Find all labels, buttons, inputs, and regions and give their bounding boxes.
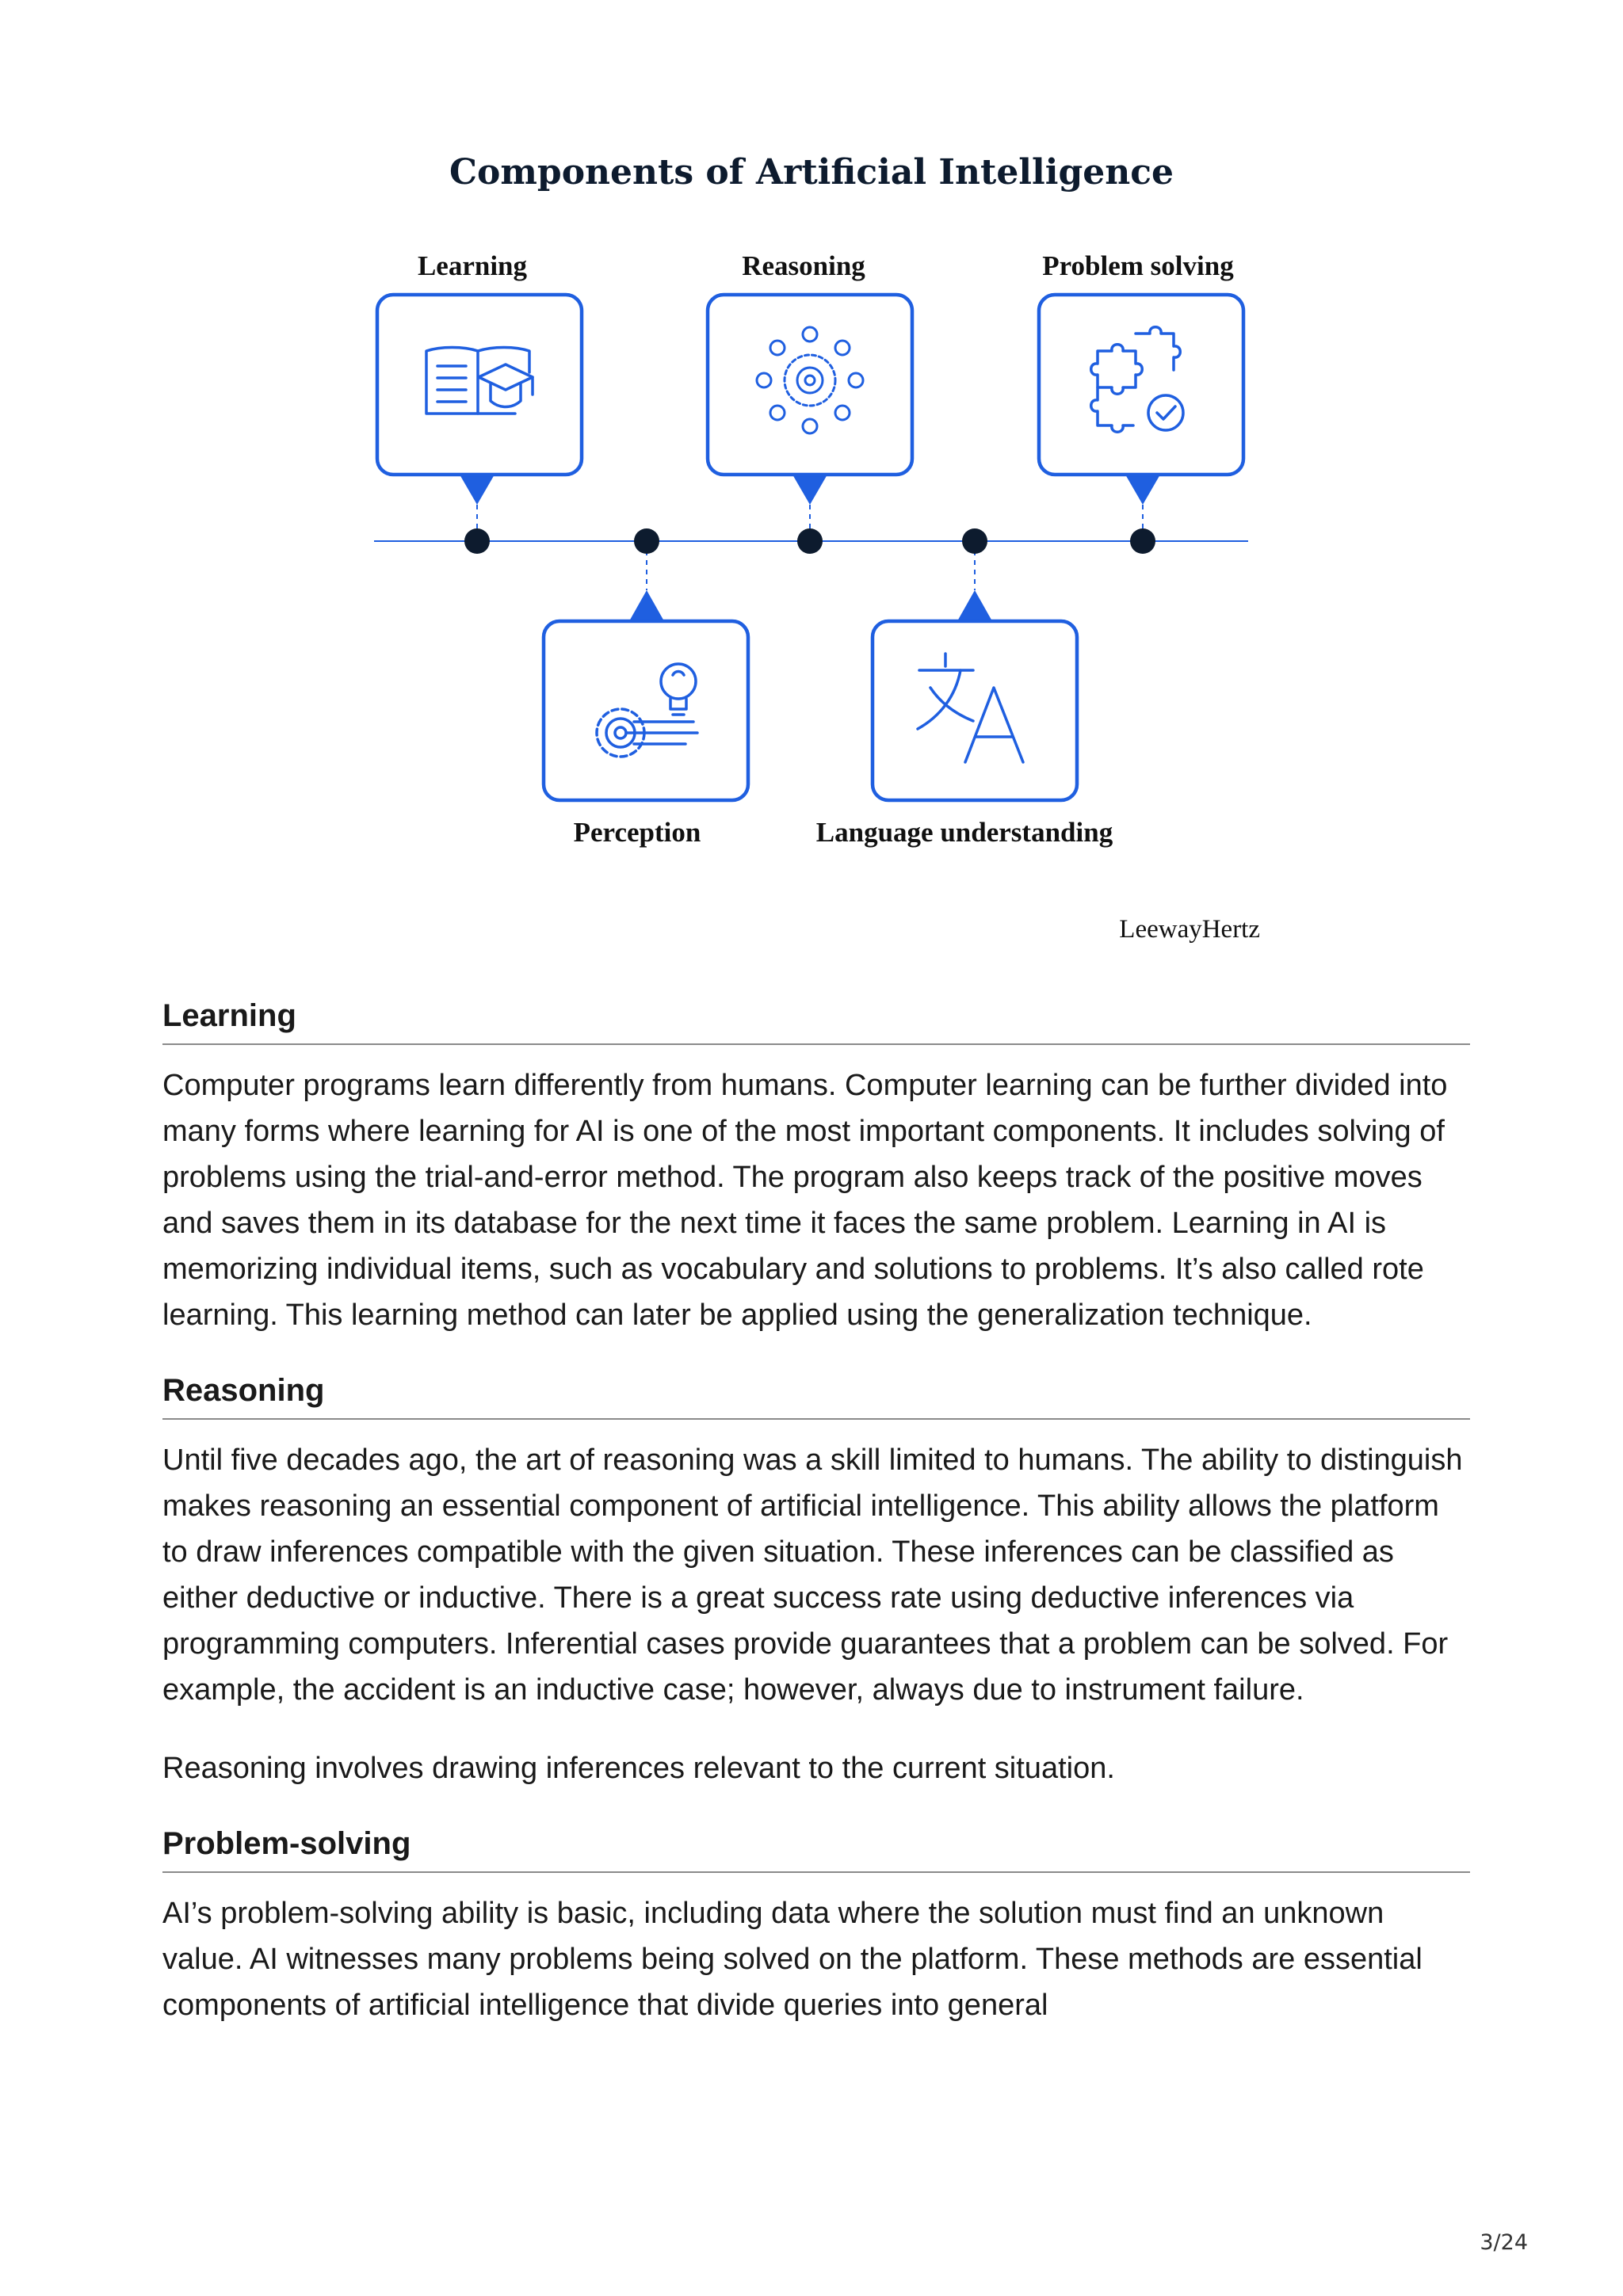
pointer-perception	[629, 590, 664, 621]
timeline-dot-learning	[464, 528, 490, 554]
node-label-learning: Learning	[417, 250, 528, 281]
section-heading: Reasoning	[162, 1371, 1470, 1420]
node-label-reasoning: Reasoning	[742, 250, 865, 281]
page-number: 3/24	[1480, 2230, 1528, 2255]
figure-credit: LeewayHertz	[1119, 915, 1260, 944]
pointer-problem-solving	[1125, 475, 1160, 505]
section-heading: Problem-solving	[162, 1825, 1470, 1873]
section-paragraph: Until five decades ago, the art of reasoning was a skill limited to humans. The ability to distinguish makes reasoning an essential component of artificial intelligence. This ability allows the platform to draw inferences compatible with the given situation. These inferences can be classified as either deductive or inductive. There is a great success rate using deductive inferences via programming computers. Inferential cases provide guarantees that a problem can be solved. For example, the accident is an inductive case; however, always due to instrument failure.	[162, 1444, 1463, 1707]
section-paragraph: Reasoning involves drawing inferences relevant to the current situation.	[162, 1752, 1115, 1785]
section-learning	[162, 997, 1470, 1338]
section-reasoning	[162, 1371, 1470, 1791]
section-paragraph: Computer programs learn differently from humans. Computer learning can be further divided into many forms where learning for AI is one of the most important components. It includes solving of problems using the trial-and-error method. The program also keeps track of the positive moves and saves them in its database for the next time it faces the same problem. Learning in AI is memorizing individual items, such as vocabulary and solutions to problems. It’s also called rote learning. This learning method can later be applied using the generalization technique.	[162, 1069, 1448, 1332]
timeline-dot-language	[962, 528, 987, 554]
node-box-language	[873, 621, 1077, 800]
pointer-reasoning	[792, 475, 827, 505]
article-content	[162, 997, 1470, 2028]
timeline-diagram	[0, 0, 1623, 967]
timeline-dot-reasoning	[797, 528, 823, 554]
node-label-language: Language understanding	[815, 817, 1113, 848]
pointer-learning	[460, 475, 495, 505]
section-paragraph: AI’s problem-solving ability is basic, including data where the solution must find an unknown value. AI witnesses many problems being solved on the platform. These methods are essential components of artificial intelligence that divide queries into general	[162, 1897, 1423, 2022]
node-box-learning	[377, 295, 582, 475]
ai-components-figure	[0, 0, 1623, 967]
pointer-language	[957, 590, 992, 621]
node-box-problem-solving	[1039, 295, 1243, 475]
node-label-problem-solving: Problem solving	[1042, 250, 1234, 281]
section-heading: Learning	[162, 997, 1470, 1045]
node-box-perception	[544, 621, 748, 800]
node-label-perception: Perception	[573, 817, 701, 848]
timeline-dot-perception	[634, 528, 659, 554]
figure-title: Components of Artificial Intelligence	[449, 152, 1174, 193]
section-problem-solving	[162, 1825, 1470, 2028]
timeline-dot-problem-solving	[1130, 528, 1155, 554]
